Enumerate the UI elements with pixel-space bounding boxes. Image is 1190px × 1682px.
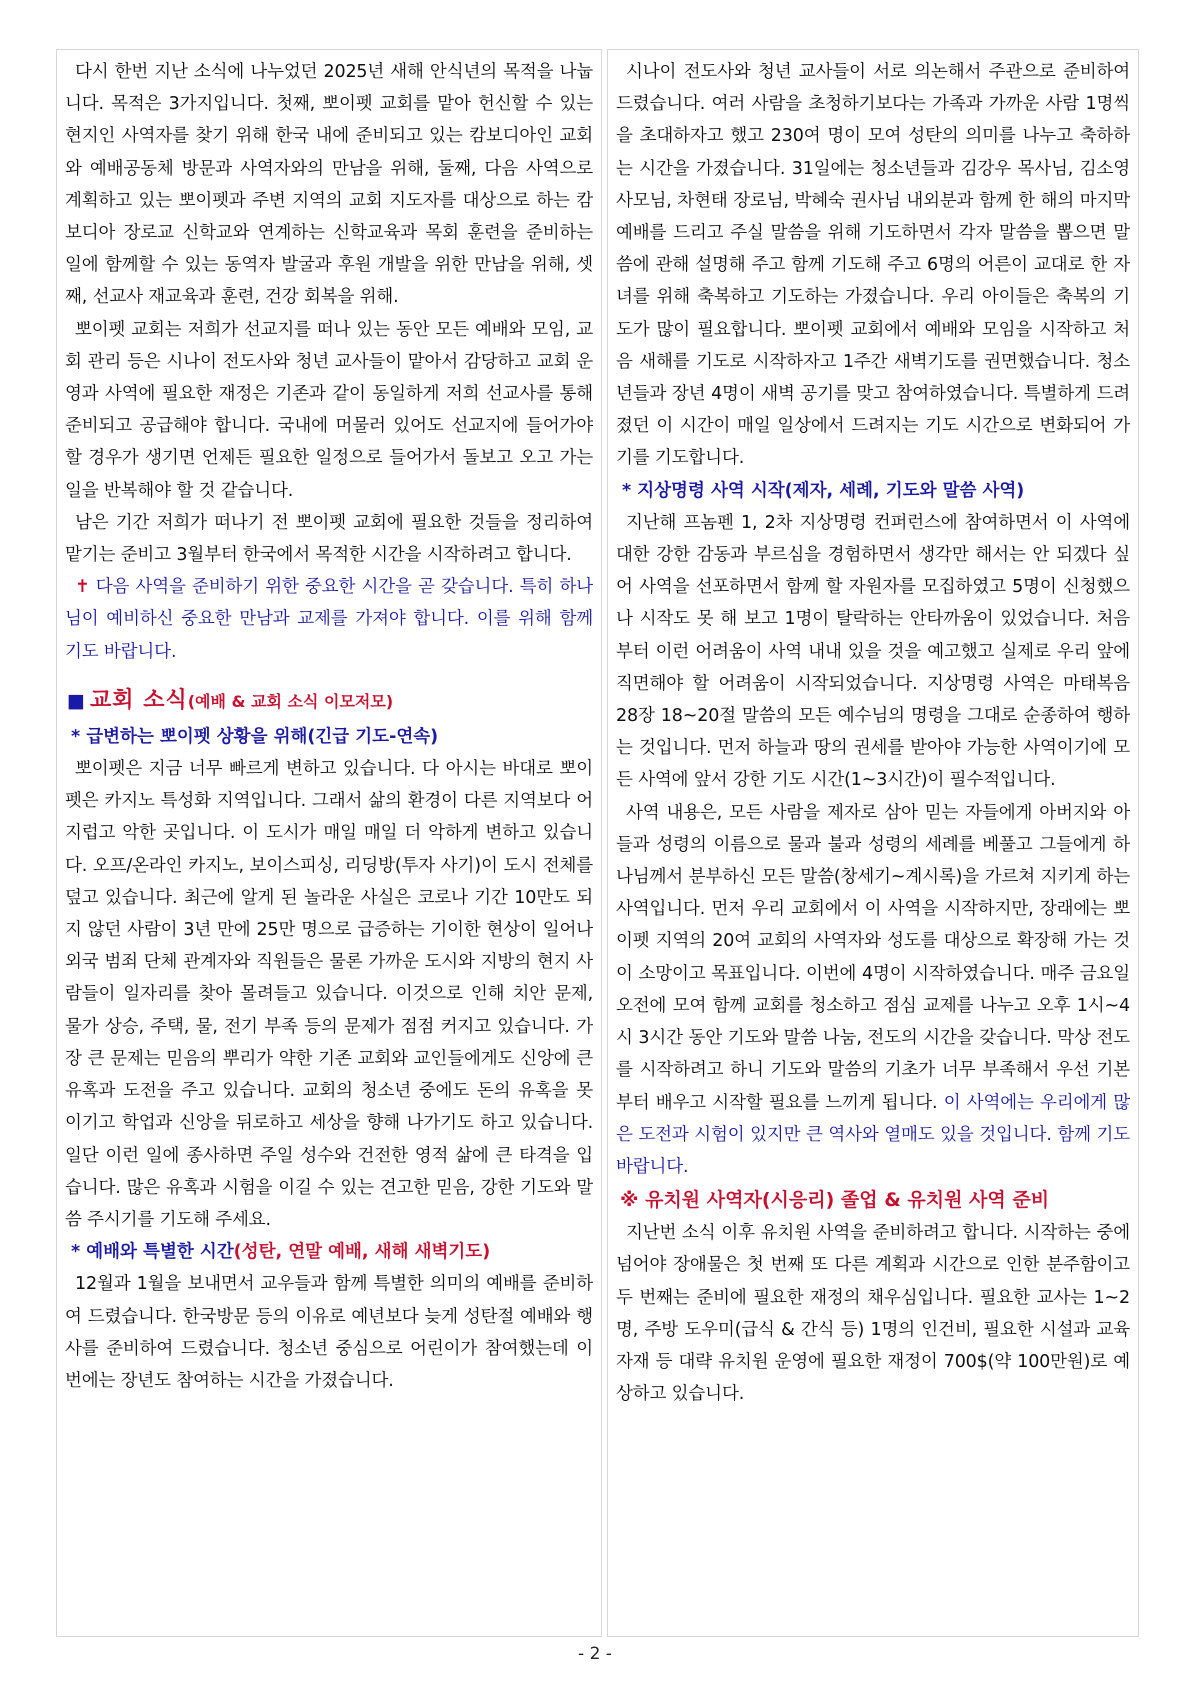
great-commission-body-2-text: 사역 내용은, 모든 사람을 제자로 삼아 믿는 자들에게 아버지와 아들과 성령의 이름으로 물과 불과 성령의 세례를 베풀고 그들에게 하나님께서 분부하신 모든 말씀(창세기~계시록)을 가르쳐 지키게 하는 사역입니다. 먼저 우리 교회에서 이 사역을 시작하지만, 장래에는 뽀이펫 지역의 20여 교회의 사역자와 성도를 대상으로 확장해 가는 것이 소망이고 목표입니다. 이번에 4명이 시작하였습니다. 매주 금요일 오전에 모여 함께 교회를 청소하고 점심 교제를 나누고 오후 1시~4시 3시간 동안 기도와 말씀 나눔, 전도의 시간을 갖습니다. 막상 전도를 시작하려고 하니 기도와 말씀의 기초가 너무 부족해서 우선 기본부터 배우고 시작할 필요를 느끼게 됩니다. bbox=[616, 802, 1130, 1113]
section-subtitle: (예배 & 교회 소식 이모저모) bbox=[187, 691, 394, 711]
prayer-request-text: 다음 사역을 준비하기 위한 중요한 시간을 곧 갖습니다. 특히 하나님이 예비하신 중요한 만남과 교제를 가져야 합니다. 이를 위해 함께 기도 바랍니다. bbox=[65, 577, 593, 662]
left-column bbox=[56, 49, 602, 1637]
intro-paragraph-2: 뽀이펫 교회는 저희가 선교지를 떠나 있는 동안 모든 예배와 모임, 교회 관리 등은 시나이 전도사와 청년 교사들이 맡아서 감당하고 교회 운영과 사역에 필요한 재정은 기존과 같이 동일하게 저희 선교사를 통해 준비되고 공급해야 합니다. 국내에 머물러 있어도 선교지에 들어가야 할 경우가 생기면 언제든 필요한 일정으로 들어가서 돌보고 오고 가는 일을 반복해야 할 것 같습니다. bbox=[65, 319, 593, 501]
square-bullet-icon: ■ bbox=[67, 689, 85, 712]
christmas-paragraph: 시나이 전도사와 청년 교사들이 서로 의논해서 주관으로 준비하여 드렸습니다. 여러 사람을 초청하기보다는 가족과 가까운 사람 1명씩을 초대하자고 했고 230여 명이 모여 성탄의 의미를 나누고 축하하는 시간을 가졌습니다. 31일에는 청소년들과 김강우 목사님, 김소영 사모님, 차현태 장로님, 박혜숙 권사님 내외분과 함께 한 해의 마지막 예배를 드리고 주실 말씀을 위해 기도하면서 각자 말씀을 뽑으면 말씀에 관해 설명해 주고 함께 기도해 주고 6명의 어른이 교대로 한 자녀를 위해 축복하고 기도하는 가졌습니다. 우리 아이들은 축복의 기도가 많이 필요합니다. 뽀이펫 교회에서 예배와 모임을 시작하고 처음 새해를 기도로 시작하자고 1주간 새벽기도를 권면했습니다. 청소년들과 장년 4명이 새벽 공기를 맞고 참여하였습니다. 특별하게 드려졌던 이 시간이 매일 일상에서 드려지는 기도 시간으로 변화되어 가기를 기도합니다. bbox=[616, 62, 1130, 469]
special-worship-title: * 예배와 특별한 시간 bbox=[71, 1242, 234, 1263]
section-title: 교회 소식 bbox=[90, 687, 188, 713]
great-commission-body-2 bbox=[616, 797, 1130, 1183]
cross-icon: ✝ bbox=[75, 577, 90, 598]
subheading-special-worship bbox=[65, 1236, 593, 1268]
intro-paragraph-3: 남은 기간 저희가 떠나기 전 뽀이펫 교회에 필요한 것들을 정리하여 맡기는 준비고 3월부터 한국에서 목적한 시간을 시작하려고 합니다. bbox=[65, 512, 593, 566]
kindergarten-body: 지난번 소식 이후 유치원 사역을 준비하려고 합니다. 시작하는 중에 넘어야 장애물은 첫 번째 또 다른 계획과 시간으로 인한 분주함이고 두 번째는 준비에 필요한 재정의 채우심입니다. 필요한 교사는 1~2명, 주방 도우미(급식 & 간식 등) 1명의 인건비, 필요한 시설과 교육 자재 등 대략 유치원 운영에 필요한 재정이 700$(약 100만원)로 예상하고 있습니다. bbox=[616, 1223, 1130, 1405]
subheading-urgent-prayer: * 급변하는 뽀이펫 상황을 위해(긴급 기도-연속) bbox=[71, 726, 439, 747]
page-number: - 2 - bbox=[578, 1644, 612, 1664]
great-commission-prayer: 이 사역에는 우리에게 많은 도전과 시험이 있지만 큰 역사와 열매도 있을 것입니다. 함께 기도 바랍니다. bbox=[616, 1092, 1130, 1177]
church-news-heading bbox=[65, 684, 593, 719]
subheading-great-commission: * 지상명령 사역 시작(제자, 세례, 기도와 말씀 사역) bbox=[622, 480, 1025, 501]
prayer-request bbox=[65, 571, 593, 668]
special-worship-body: 12월과 1월을 보내면서 교우들과 함께 특별한 의미의 예배를 준비하여 드렸습니다. 한국방문 등의 이유로 예년보다 늦게 성탄절 예배와 행사를 준비하여 드렸습니다. 청소년 중심으로 어린이가 참여했는데 이번에는 장년도 참여하는 시간을 가졌습니다. bbox=[65, 1274, 593, 1391]
right-column bbox=[607, 49, 1139, 1637]
intro-paragraph-1: 다시 한번 지난 소식에 나누었던 2025년 새해 안식년의 목적을 나눕니다. 목적은 3가지입니다. 첫째, 뽀이펫 교회를 맡아 헌신할 수 있는 현지인 사역자를 찾기 위해 한국 내에 준비되고 있는 캄보디아인 교회와 예배공동체 방문과 사역자와의 만남을 위해, 둘째, 다음 사역으로 계획하고 있는 뽀이펫과 주변 지역의 교회 지도자를 대상으로 하는 캄보디아 장로교 신학교와 연계하는 신학교육과 목회 훈련을 준비하는 일에 함께할 수 있는 동역자 발굴과 후원 개발을 위한 만남을 위해, 셋째, 선교사 재교육과 훈련, 건강 회복을 위해. bbox=[65, 62, 593, 308]
special-worship-detail: (성탄, 연말 예배, 새해 새벽기도) bbox=[233, 1242, 491, 1263]
great-commission-body-1: 지난해 프놈펜 1, 2차 지상명령 컨퍼런스에 참여하면서 이 사역에 대한 강한 감동과 부르심을 경험하면서 생각만 해서는 안 되겠다 싶어 사역을 선포하면서 함께 할 자원자를 모집하였고 5명이 신청했으나 시작도 못 해 보고 1명이 탈락하는 안타까움이 있었습니다. 처음부터 이런 어려움이 사역 내내 있을 것을 예고했고 실제로 우리 앞에 직면해야 할 어려움이 시작되었습니다. 지상명령 사역은 마태복음 28장 18~20절 말씀의 모든 예수님의 명령을 그대로 순종하여 행하는 것입니다. 먼저 하늘과 땅의 권세를 받아야 가능한 사역이기에 모든 사역에 앞서 강한 기도 시간(1~3시간)이 필수적입니다. bbox=[616, 512, 1130, 791]
urgent-prayer-body: 뽀이펫은 지금 너무 빠르게 변하고 있습니다. 다 아시는 바대로 뽀이펫은 카지노 특성화 지역입니다. 그래서 삶의 환경이 다른 지역보다 어지럽고 악한 곳입니다. 이 도시가 매일 매일 더 악하게 변하고 있습니다. 오프/온라인 카지노, 보이스피싱, 리딩방(투자 사기)이 도시 전체를 덮고 있습니다. 최근에 알게 된 놀라운 사실은 코로나 기간 10만도 되지 않던 사람이 3년 만에 25만 명으로 급증하는 기이한 현상이 일어나 외국 범죄 단체 관계자와 직원들은 물론 가까운 도시와 지방의 현지 사람들이 일자리를 찾아 몰려들고 있습니다. 이것으로 인해 치안 문제, 물가 상승, 주택, 물, 전기 부족 등의 문제가 점점 커지고 있습니다. 가장 큰 문제는 믿음의 뿌리가 약한 기존 교회와 교인들에게도 신앙에 큰 유혹과 도전을 주고 있습니다. 교회의 청소년 중에도 돈의 유혹을 못 이기고 학업과 신앙을 뒤로하고 세상을 향해 나가기도 하고 있습니다. 일단 이런 일에 종사하면 주일 성수와 건전한 영적 삶에 큰 타격을 입습니다. 많은 유혹과 시험을 이길 수 있는 견고한 믿음, 강한 기도와 말씀 주시기를 기도해 주세요. bbox=[65, 759, 593, 1230]
subheading-kindergarten: ※ 유치원 사역자(시응리) 졸업 & 유치원 사역 준비 bbox=[620, 1189, 1050, 1212]
